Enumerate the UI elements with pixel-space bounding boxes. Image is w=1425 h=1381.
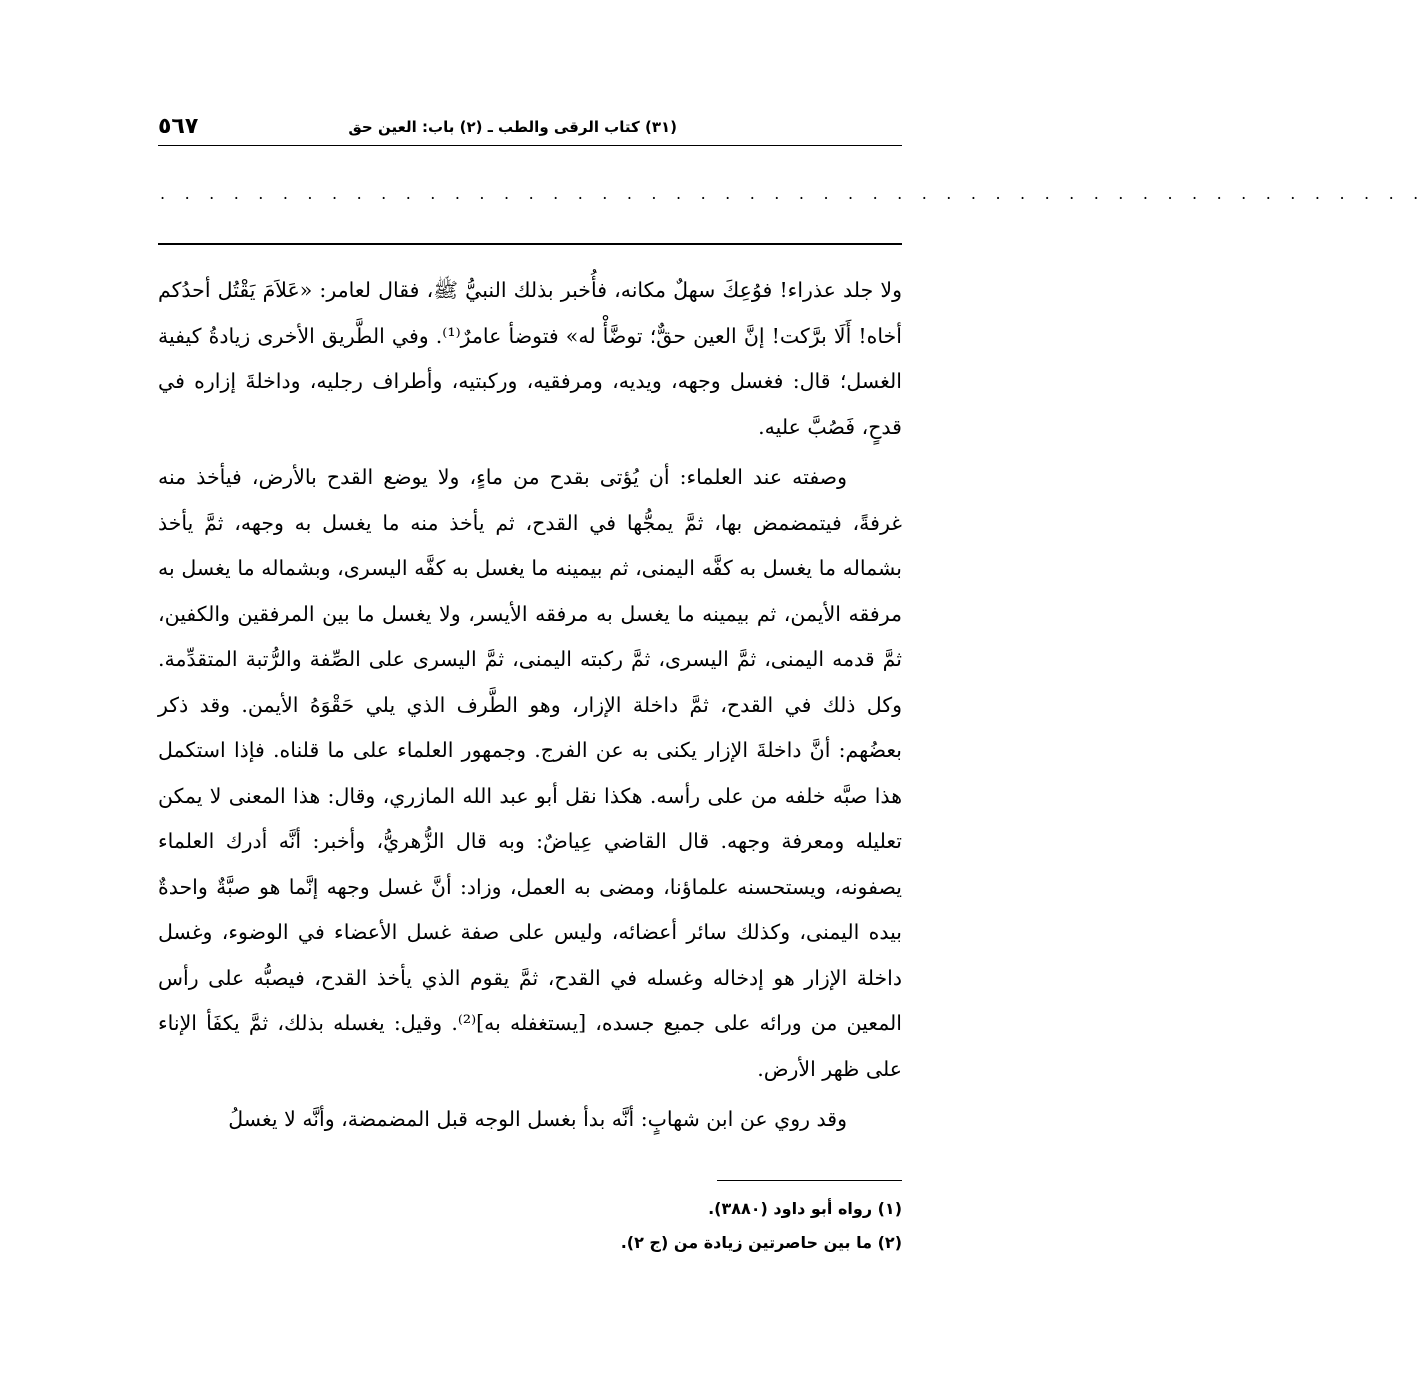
page-header	[158, 112, 902, 146]
body-text	[158, 268, 902, 1143]
paragraph-3: وقد روي عن ابن شهابٍ: أنَّه بدأ بغسل الوجه قبل المضمضة، وأنَّه لا يغسلُ	[228, 1107, 847, 1131]
footnote-1: (١) رواه أبو داود (٣٨٨٠).	[708, 1199, 902, 1218]
section-rule	[158, 243, 902, 245]
paragraph-2: وصفته عند العلماء: أن يُؤتى بقدح من ماءٍ، ولا يوضع القدح بالأرض، فيأخذ منه غرفةً، فيتمضمض بها، ثمَّ يمجُّها في القدح، ثم يأخذ منه ما يغسل به وجهه، ثمَّ يأخذ بشماله ما يغسل به كفَّه اليمنى، ثم بيمينه ما يغسل به كفَّه اليسرى، وبشماله ما يغسل به مرفقه الأيمن، ثم بيمينه ما يغسل به مرفقه الأيسر، ولا يغسل ما بين المرفقين والكفين، ثمَّ قدمه اليمنى، ثمَّ اليسرى، ثمَّ ركبته اليمنى، ثمَّ اليسرى على الصِّفة والرُّتبة المتقدِّمة. وكل ذلك في القدح، ثمَّ داخلة الإزار، وهو الطَّرف الذي يلي حَقْوَهُ الأيمن. وقد ذكر بعضُهم: أنَّ داخلةَ الإزار يكنى به عن الفرج. وجمهور العلماء على ما قلناه. فإذا استكمل هذا صبَّه خلفه من على رأسه. هكذا نقل أبو عبد الله المازري، وقال: هذا المعنى لا يمكن تعليله ومعرفة وجهه. قال القاضي عِياضٌ: وبه قال الزُّهريُّ، وأخبر: أنَّه أدرك العلماء يصفونه، ويستحسنه علماؤنا، ومضى به العمل، وزاد: أنَّ غسل وجهه إنَّما هو صبَّةٌ واحدةٌ بيده اليمنى، وكذلك سائر أعضائه، وليس على صفة غسل الأعضاء في الوضوء، وغسل داخلة الإزار هو إدخاله وغسله في القدح، ثمَّ يقوم الذي يأخذ القدح، فيصبُّه على رأس المعين من ورائه على جميع جسده، [يستغفله به]⁽²⁾. وقيل: يغسله بذلك، ثمَّ يكفَأ الإناء على ظهر الأرض.	[158, 465, 902, 1081]
footnote-rule	[717, 1180, 902, 1181]
running-title: (٣١) كتاب الرقى والطب ـ (٢) باب: العين حق	[348, 118, 677, 136]
paragraph-1: ولا جلد عذراء! فوُعِكَ سهلٌ مكانه، فأُخبر بذلك النبيُّ ﷺ، فقال لعامر: «عَلاَمَ يَقْتُل أحدُكم أخاه! أَلَا برَّكت! إنَّ العين حقٌّ؛ توضَّأْ له» فتوضأ عامرٌ⁽¹⁾. وفي الطَّريق الأخرى زيادةُ كيفية الغسل؛ قال: فغسل وجهه، ويديه، ومرفقيه، وركبتيه، وأطراف رجليه، وداخلةَ إزاره في قدحٍ، فَصُبَّ عليه.	[158, 278, 902, 439]
footnote-2: (٢) ما بين حاصرتين زيادة من (ج ٢).	[620, 1233, 902, 1252]
omission-dots: . . . . . . . . . . . . . . . . . . . . . . . . . . . . . . . . . . . . . . . . . . . . . . . . . . . .	[160, 184, 1425, 203]
header-rule	[158, 145, 902, 146]
footnotes	[158, 1192, 902, 1260]
page-number: ٥٦٧	[158, 114, 199, 139]
